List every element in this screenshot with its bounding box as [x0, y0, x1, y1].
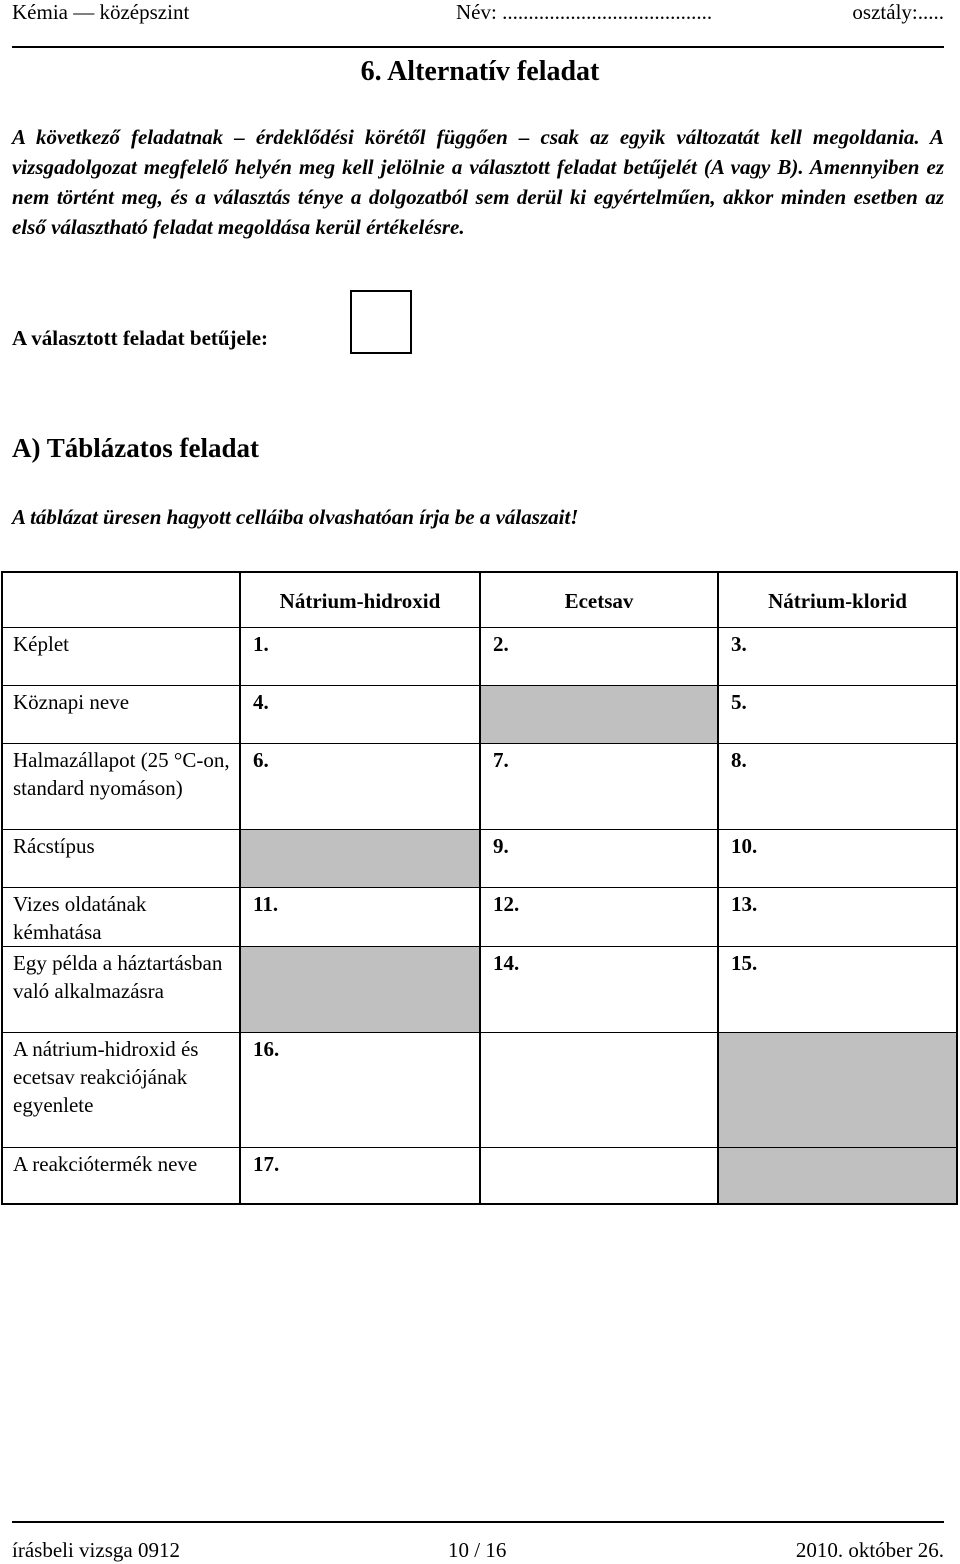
corner-cell	[2, 572, 240, 627]
row-label: A reakciótermék neve	[2, 1147, 240, 1204]
answer-cell-empty[interactable]	[480, 1147, 718, 1204]
shaded-cell	[480, 685, 718, 743]
section-title: A) Táblázatos feladat	[12, 433, 259, 463]
answer-cell[interactable]: 11.	[240, 887, 480, 946]
table-row	[2, 829, 957, 887]
footer-page-number: 10 / 16	[448, 1538, 507, 1562]
choice-label: A választott feladat betűjele:	[12, 326, 269, 350]
answer-cell[interactable]: 17.	[240, 1147, 480, 1204]
table-row	[2, 887, 957, 946]
row-label: Egy példa a háztartásban való alkalmazásra	[2, 946, 240, 1032]
footer-divider	[12, 1521, 944, 1523]
row-label: Halmazállapot (25 °C-on, standard nyomáson)	[2, 743, 240, 829]
answer-cell[interactable]: 10.	[718, 829, 957, 887]
answer-cell[interactable]: 16.	[240, 1032, 480, 1147]
footer-date: 2010. október 26.	[795, 1538, 944, 1562]
row-label: Képlet	[2, 627, 240, 685]
answer-cell[interactable]: 12.	[480, 887, 718, 946]
answer-cell[interactable]: 15.	[718, 946, 957, 1032]
table-row	[2, 743, 957, 829]
answer-cell[interactable]: 9.	[480, 829, 718, 887]
table-header-row	[2, 572, 957, 627]
row-label: A nátrium-hidroxid és ecetsav reakciójának egyenlete	[2, 1032, 240, 1147]
answer-cell[interactable]: 4.	[240, 685, 480, 743]
shaded-cell	[240, 829, 480, 887]
answer-cell[interactable]: 8.	[718, 743, 957, 829]
col-header-nacl: Nátrium-klorid	[718, 572, 957, 627]
table-row	[2, 627, 957, 685]
row-label: Vizes oldatának kémhatása	[2, 887, 240, 946]
col-header-naoh: Nátrium-hidroxid	[240, 572, 480, 627]
page-header	[12, 0, 944, 48]
col-header-ecetsav: Ecetsav	[480, 572, 718, 627]
header-class-field: osztály:.....	[852, 0, 944, 24]
answer-cell[interactable]: 6.	[240, 743, 480, 829]
page-title: 6. Alternatív feladat	[360, 56, 600, 87]
answer-cell[interactable]: 5.	[718, 685, 957, 743]
intro-paragraph: A következő feladatnak – érdeklődési körétől függően – csak az egyik változatát kell megoldania. A vizsgadolgozat megfelelő helyén meg kell jelölnie a választott feladat betűjelét (A vagy B). Amennyiben ez nem történt meg, és a választás ténye a dolgozatból sem derül ki egyértelműen, akkor minden esetben az első választható feladat megoldása kerül értékelésre.	[12, 125, 944, 239]
shaded-cell	[718, 1147, 957, 1204]
header-subject: Kémia — középszint	[12, 0, 190, 24]
header-divider	[12, 46, 944, 48]
answer-cell[interactable]: 14.	[480, 946, 718, 1032]
answer-cell[interactable]: 2.	[480, 627, 718, 685]
answer-cell[interactable]: 1.	[240, 627, 480, 685]
answer-cell[interactable]: 7.	[480, 743, 718, 829]
instruction-text: A táblázat üresen hagyott celláiba olvashatóan írja be a válaszait!	[12, 505, 579, 529]
choice-letter-box[interactable]	[350, 290, 412, 354]
header-name-field: Név: ........................................	[456, 0, 713, 24]
answer-cell[interactable]: 3.	[718, 627, 957, 685]
answer-cell[interactable]: 13.	[718, 887, 957, 946]
shaded-cell	[718, 1032, 957, 1147]
table-row	[2, 685, 957, 743]
row-label: Köznapi neve	[2, 685, 240, 743]
answer-table	[1, 571, 958, 1205]
row-label: Rácstípus	[2, 829, 240, 887]
table-row	[2, 946, 957, 1032]
shaded-cell	[240, 946, 480, 1032]
table-row	[2, 1032, 957, 1147]
answer-cell-empty[interactable]	[480, 1032, 718, 1147]
footer-exam-id: írásbeli vizsga 0912	[12, 1538, 180, 1562]
table-row	[2, 1147, 957, 1204]
